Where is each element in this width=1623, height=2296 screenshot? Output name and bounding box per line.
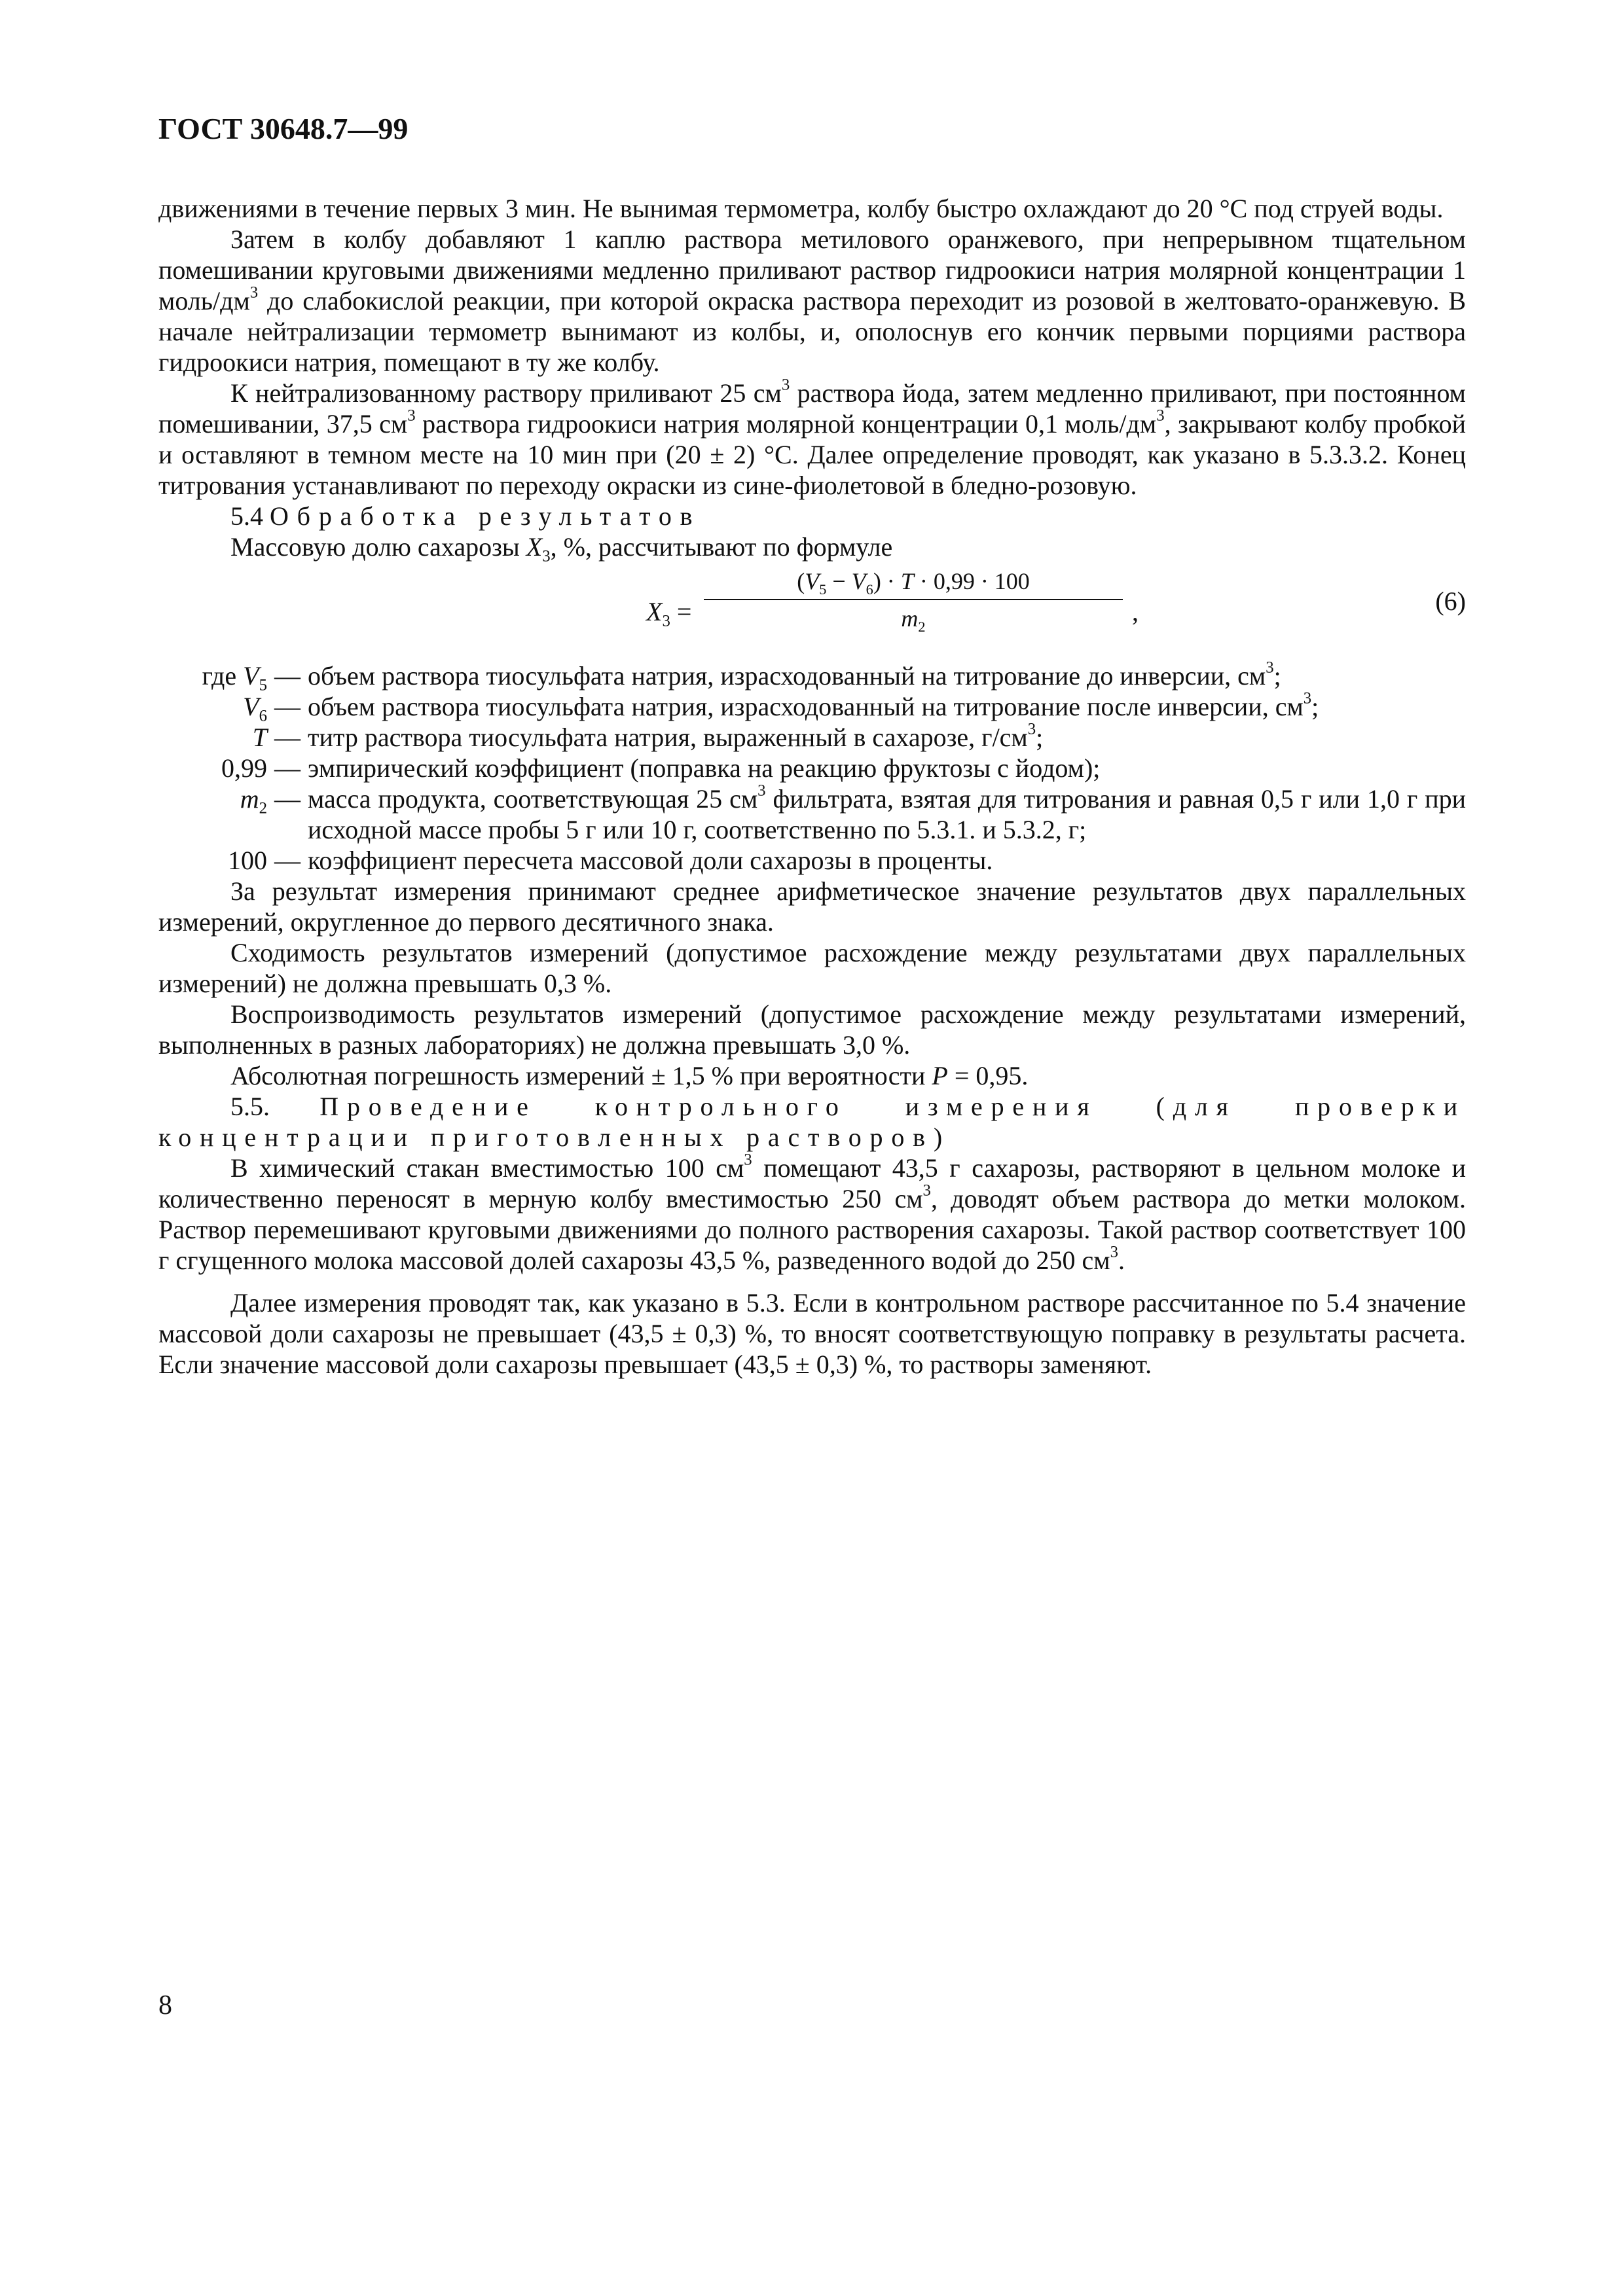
definition-row [158, 722, 1466, 753]
formula-intro: Массовую долю сахарозы $X_3$, %, рассчитывают по формуле [230, 532, 893, 565]
formula-denominator: $m_2$ [901, 605, 926, 635]
paragraph: Затем в колбу добавляют 1 каплю раствора метилового оранжевого, при непрерывном тщательном помешивании круговыми движениями медленно приливают раствор гидроокиси натрия молярной концентрации 1 моль/$дм^3$ до слабокислой реакции, при которой окраска раствора переходит из розовой в желтовато-оранжевую. В начале нейтрализации термометр вынимают из колбы, и, ополоснув его кончик первыми порциями раствора гидроокиси натрия, помещают в ту же колбу. [158, 224, 1466, 377]
paragraph: Далее измерения проводят так, как указано в 5.3. Если в контрольном растворе рассчитанное по 5.4 значение массовой доли сахарозы не превышает (43,5 ± 0,3) %, то вносят соответствующую поправку в результаты расчета. Если значение массовой доли сахарозы превышает (43,5 ± 0,3) %, то растворы заменяют. [158, 1288, 1466, 1379]
section-heading-5-4: 5.4 Обработка результатов [230, 501, 701, 531]
formula-fraction [704, 565, 1123, 637]
definition-text: коэффициент пересчета массовой доли сахарозы в проценты. [308, 846, 993, 875]
definition-symbol: $V_6$ [243, 692, 267, 725]
formula-6: $X_3$ = $\frac{(V_5 - V_6) \cdot T \cdot 0,99 \cdot 100}{m_2}$ , (6) [158, 565, 1466, 656]
definition-symbol: 0,99 [221, 753, 267, 783]
definition-row [158, 658, 1466, 694]
variable-definitions [158, 660, 1466, 876]
paragraph: Абсолютная погрешность измерений ± 1,5 % при вероятности P = 0,95. [230, 1061, 1029, 1090]
paragraph: Воспроизводимость результатов измерений (допустимое расхождение между результатами измерений, выполненных в разных лабораториях) не должна превышать 3,0 %. [158, 999, 1466, 1060]
definition-dash: — [274, 846, 301, 875]
definition-symbol: $m_2$ [240, 784, 267, 817]
definition-row [158, 753, 1466, 783]
definition-text: объем раствора тиосульфата натрия, израсходованный на титрование до инверсии, $см^3$; [308, 658, 1281, 691]
document-header: ГОСТ 30648.7—99 [158, 112, 409, 145]
paragraph: В химический стакан вместимостью 100 $см^3$ помещают 43,5 г сахарозы, растворяют в цельном молоке и количественно переносят в мерную колбу вместимостью 250 $см^3$, доводят объем раствора до метки молоком. Раствор перемешивают круговыми движениями до полного растворения сахарозы. Такой раствор соответствует 100 г сгущенного молока массовой долей сахарозы 43,5 %, разведенного водой до 250 $см^3$. [158, 1151, 1467, 1275]
definition-dash: — [274, 784, 301, 814]
definition-row [158, 689, 1466, 725]
equation-number: (6) [1435, 586, 1466, 616]
definition-text: эмпирический коэффициент (поправка на реакцию фруктозы с йодом); [308, 753, 1101, 783]
definition-dash: — [274, 723, 301, 752]
paragraph: движениями в течение первых 3 мин. Не вынимая термометра, колбу быстро охлаждают до 20 °С под струей воды. [158, 194, 1444, 223]
formula-lhs: $X_3$ = [646, 597, 692, 630]
definition-dash: — [274, 692, 301, 721]
paragraph: За результат измерения принимают среднее арифметическое значение результатов двух параллельных измерений, округленное до первого десятичного знака. [158, 876, 1466, 937]
paragraph: Сходимость результатов измерений (допустимое расхождение между результатами двух параллельных измерений) не должна превышать 0,3 %. [158, 938, 1466, 998]
page-number: 8 [158, 1990, 172, 2020]
definition-dash: — [274, 753, 301, 783]
definition-row [158, 783, 1466, 845]
document-body [158, 193, 1466, 1380]
definition-symbol: 100 [228, 846, 267, 875]
definition-symbol: T [252, 723, 267, 752]
definition-row [158, 845, 1466, 876]
definition-text: титр раствора тиосульфата натрия, выраженный в сахарозе, $г/см^3$; [308, 720, 1044, 752]
definition-dash: — [274, 661, 301, 691]
paragraph: К нейтрализованному раствору приливают 25 $см^3$ раствора йода, затем медленно приливают, при постоянном помешивании, 37,5 $см^3$ раствора гидроокиси натрия молярной концентрации 0,1 моль/$дм^3$, закрывают колбу пробкой и оставляют в темном месте на 10 мин при (20 ± 2) °С. Далее определение проводят, как указано в 5.3.3.2. Конец титрования устанавливают по переходу окраски из сине-фиолетовой в бледно-розовую. [158, 376, 1466, 500]
definition-symbol: где $V_5$ [202, 661, 267, 694]
definition-text: масса продукта, соответствующая 25 $см^3$ фильтрата, взятая для титрования и равная 0,5 г или 1,0 г при исходной массе пробы 5 г или 10 г, соответственно по 5.3.1. и 5.3.2, г; [308, 781, 1466, 844]
definition-text: объем раствора тиосульфата натрия, израсходованный на титрование после инверсии, $см^3$; [308, 689, 1319, 721]
formula-numerator: $(V_5 - V_6) \cdot T \cdot 0,99 \cdot 100$ [704, 565, 1123, 600]
section-heading-5-5: 5.5. Проведение контрольного измерения (для проверки концентрации приготовленных растворов) [158, 1092, 1466, 1152]
